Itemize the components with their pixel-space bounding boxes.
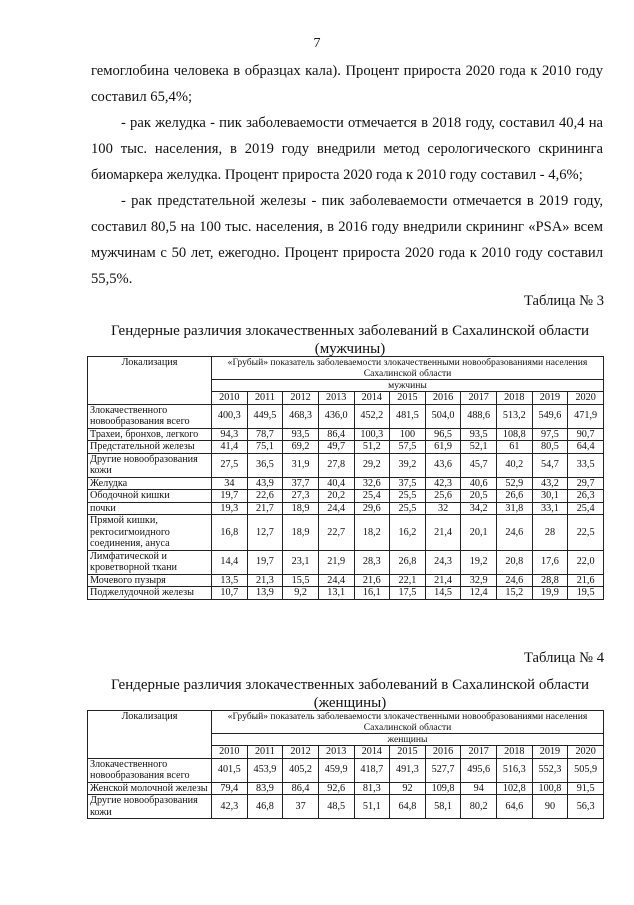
table-cell: 61 [497,441,533,454]
table-cell: 25,5 [390,502,426,515]
table-cell: 93,5 [283,428,319,441]
table-cell: 552,3 [532,758,568,782]
row-label: Трахеи, бронхов, легкого [88,428,212,441]
table-cell: 25,4 [354,490,390,503]
table-cell: 436,0 [318,404,354,428]
year-header: 2014 [354,746,390,759]
table-cell: 43,6 [425,453,461,477]
table3-title: Гендерные различия злокачественных заболеваний в Сахалинской области (мужчины) [111,323,589,357]
table-cell: 37,5 [390,477,426,490]
table-cell: 21,4 [425,574,461,587]
table-cell: 51,1 [354,795,390,819]
table-cell: 43,9 [247,477,283,490]
paragraph: - рак желудка - пик заболеваемости отмечается в 2018 году, составил 40,4 на 100 тыс. населения, в 2019 году внедрили метод серологического скрининга биомаркера желудка. Процент прироста 2020 года к 2010 году составил - 4,6%; [91,115,603,183]
year-header: 2017 [461,392,497,405]
row-label: Прямой кишки, ректосигмоидного соединения, ануса [88,515,212,551]
table-cell: 42,3 [212,795,248,819]
year-header: 2012 [283,746,319,759]
table-cell: 92,6 [318,782,354,795]
table-cell: 29,2 [354,453,390,477]
year-header: 2019 [532,746,568,759]
row-label: Женской молочной железы [88,782,212,795]
table3-metric-header: «Грубый» показатель заболеваемости злокачественными новообразованиями населения Сахалинской области [212,357,604,380]
table4-group-header: женщины [212,734,604,746]
row-label: Поджелудочной железы [88,587,212,600]
table-cell: 13,1 [318,587,354,600]
row-label: Ободочной кишки [88,490,212,503]
table-cell: 45,7 [461,453,497,477]
table-row [88,428,604,441]
table-cell: 12,4 [461,587,497,600]
row-label: Лимфатической и кроветворной ткани [88,550,212,574]
year-header: 2019 [532,392,568,405]
table-cell: 54,7 [532,453,568,477]
table-cell: 22,0 [568,550,604,574]
table-cell: 488,6 [461,404,497,428]
table-cell: 93,5 [461,428,497,441]
year-header: 2011 [247,746,283,759]
table-cell: 18,9 [283,502,319,515]
table-cell: 36,5 [247,453,283,477]
table-cell: 80,2 [461,795,497,819]
table-row [88,404,604,428]
table-cell: 78,7 [247,428,283,441]
table3-group-header: мужчины [212,380,604,392]
table-cell: 449,5 [247,404,283,428]
table-row [88,795,604,819]
table-cell: 31,8 [497,502,533,515]
table-cell: 52,1 [461,441,497,454]
year-header: 2016 [425,392,461,405]
table-cell: 10,7 [212,587,248,600]
table3-loc-header: Локализация [88,357,212,405]
year-header: 2017 [461,746,497,759]
table-cell: 491,3 [390,758,426,782]
table-cell: 24,6 [497,515,533,551]
year-header: 2018 [497,746,533,759]
table-cell: 22,5 [568,515,604,551]
table-cell: 109,8 [425,782,461,795]
table-cell: 405,2 [283,758,319,782]
table-cell: 9,2 [283,587,319,600]
row-label: Предстательной железы [88,441,212,454]
table-cell: 453,9 [247,758,283,782]
table-cell: 19,7 [247,550,283,574]
table-cell: 504,0 [425,404,461,428]
table-cell: 37 [283,795,319,819]
table-cell: 34,2 [461,502,497,515]
table-cell: 19,9 [532,587,568,600]
table-cell: 79,4 [212,782,248,795]
row-label: Желудка [88,477,212,490]
table-cell: 15,5 [283,574,319,587]
table-cell: 31,9 [283,453,319,477]
body-text [91,58,603,292]
table-cell: 58,1 [425,795,461,819]
year-header: 2010 [212,392,248,405]
table-cell: 75,1 [247,441,283,454]
table-cell: 86,4 [283,782,319,795]
table-cell: 17,5 [390,587,426,600]
table-cell: 32,9 [461,574,497,587]
table-cell: 21,6 [354,574,390,587]
table-cell: 505,9 [568,758,604,782]
table4-title: Гендерные различия злокачественных заболеваний в Сахалинской области (женщины) [111,677,589,711]
table-cell: 25,4 [568,502,604,515]
table-cell: 21,6 [568,574,604,587]
table-cell: 32 [425,502,461,515]
table-cell: 61,9 [425,441,461,454]
table-row [88,782,604,795]
table-cell: 16,8 [212,515,248,551]
table4-label: Таблица № 4 [524,650,604,666]
table-cell: 49,7 [318,441,354,454]
table-cell: 481,5 [390,404,426,428]
table-cell: 64,4 [568,441,604,454]
table-cell: 41,4 [212,441,248,454]
table-cell: 13,9 [247,587,283,600]
table4-loc-header: Локализация [88,711,212,759]
table-cell: 94 [461,782,497,795]
table-cell: 90,7 [568,428,604,441]
table-cell: 29,7 [568,477,604,490]
paragraph: - рак предстательной железы - пик заболеваемости отмечается в 2019 году, составил 80,5 на 100 тыс. населения, в 2016 году внедрили скрининг «PSA» всем мужчинам с 50 лет, ежегодно. Процент прироста 2020 года к 2010 году составил 55,5%. [91,193,603,287]
table-cell: 102,8 [497,782,533,795]
table-cell: 17,6 [532,550,568,574]
table-cell: 32,6 [354,477,390,490]
table-cell: 400,3 [212,404,248,428]
table-cell: 33,1 [532,502,568,515]
year-header: 2015 [390,392,426,405]
table-cell: 64,6 [497,795,533,819]
table-cell: 27,3 [283,490,319,503]
year-header: 2015 [390,746,426,759]
table-cell: 56,3 [568,795,604,819]
table-cell: 51,2 [354,441,390,454]
row-label: Другие новообразования кожи [88,795,212,819]
table-cell: 19,2 [461,550,497,574]
table-cell: 26,6 [497,490,533,503]
paragraph: гемоглобина человека в образцах кала). Процент прироста 2020 года к 2010 году составил 65,4%; [91,63,603,105]
table-cell: 28,3 [354,550,390,574]
table-cell: 19,7 [212,490,248,503]
table-cell: 20,5 [461,490,497,503]
table-cell: 21,3 [247,574,283,587]
table-cell: 40,2 [497,453,533,477]
table-cell: 401,5 [212,758,248,782]
table-cell: 24,4 [318,502,354,515]
year-header: 2013 [318,392,354,405]
table-cell: 100,8 [532,782,568,795]
table-row [88,758,604,782]
table-cell: 91,5 [568,782,604,795]
table-cell: 83,9 [247,782,283,795]
table4 [87,710,604,819]
table-cell: 16,1 [354,587,390,600]
table-cell: 18,2 [354,515,390,551]
table-cell: 42,3 [425,477,461,490]
table-cell: 25,6 [425,490,461,503]
year-header: 2020 [568,746,604,759]
table4-metric-header: «Грубый» показатель заболеваемости злокачественными новообразованиями населения Сахалинской области [212,711,604,734]
table-cell: 30,1 [532,490,568,503]
table-cell: 549,6 [532,404,568,428]
table-cell: 24,4 [318,574,354,587]
year-header: 2016 [425,746,461,759]
table-cell: 64,8 [390,795,426,819]
table-cell: 20,2 [318,490,354,503]
table-cell: 22,7 [318,515,354,551]
table-cell: 100 [390,428,426,441]
table-row [88,441,604,454]
table-row [88,453,604,477]
table-cell: 452,2 [354,404,390,428]
table-cell: 20,1 [461,515,497,551]
table-cell: 459,9 [318,758,354,782]
page-number: 7 [313,36,321,51]
table-cell: 21,4 [425,515,461,551]
year-header: 2010 [212,746,248,759]
table-cell: 495,6 [461,758,497,782]
row-label: Мочевого пузыря [88,574,212,587]
table-row [88,550,604,574]
table-row [88,587,604,600]
table-row [88,515,604,551]
table-cell: 24,3 [425,550,461,574]
table-cell: 81,3 [354,782,390,795]
year-header: 2013 [318,746,354,759]
table-cell: 22,6 [247,490,283,503]
row-label: Злокачественного новообразования всего [88,758,212,782]
table-cell: 43,2 [532,477,568,490]
table-cell: 27,8 [318,453,354,477]
table-cell: 24,6 [497,574,533,587]
row-label: Злокачественного новообразования всего [88,404,212,428]
table-cell: 16,2 [390,515,426,551]
table-cell: 100,3 [354,428,390,441]
table-cell: 26,8 [390,550,426,574]
year-header: 2014 [354,392,390,405]
table-cell: 46,8 [247,795,283,819]
table-cell: 37,7 [283,477,319,490]
row-label: почки [88,502,212,515]
table-cell: 19,3 [212,502,248,515]
table-cell: 14,4 [212,550,248,574]
table-cell: 23,1 [283,550,319,574]
table-cell: 12,7 [247,515,283,551]
table-cell: 92 [390,782,426,795]
table-cell: 516,3 [497,758,533,782]
table-cell: 19,5 [568,587,604,600]
table-cell: 80,5 [532,441,568,454]
table-cell: 40,4 [318,477,354,490]
table-cell: 57,5 [390,441,426,454]
table-cell: 86,4 [318,428,354,441]
table-cell: 14,5 [425,587,461,600]
table-cell: 20,8 [497,550,533,574]
table-cell: 29,6 [354,502,390,515]
table-cell: 527,7 [425,758,461,782]
table-cell: 69,2 [283,441,319,454]
table3 [87,356,604,600]
year-header: 2018 [497,392,533,405]
table-cell: 15,2 [497,587,533,600]
table-cell: 27,5 [212,453,248,477]
table-cell: 97,5 [532,428,568,441]
table-cell: 468,3 [283,404,319,428]
table-cell: 418,7 [354,758,390,782]
table-row [88,490,604,503]
table-row [88,574,604,587]
table-cell: 90 [532,795,568,819]
table-cell: 28 [532,515,568,551]
table-cell: 26,3 [568,490,604,503]
table-cell: 108,8 [497,428,533,441]
table-cell: 25,5 [390,490,426,503]
row-label: Другие новообразования кожи [88,453,212,477]
table-cell: 34 [212,477,248,490]
table-cell: 513,2 [497,404,533,428]
table-cell: 21,7 [247,502,283,515]
table-row [88,477,604,490]
table-cell: 52,9 [497,477,533,490]
table-cell: 28,8 [532,574,568,587]
table-cell: 40,6 [461,477,497,490]
table-cell: 96,5 [425,428,461,441]
year-header: 2020 [568,392,604,405]
table-cell: 33,5 [568,453,604,477]
year-header: 2011 [247,392,283,405]
table-cell: 18,9 [283,515,319,551]
year-header: 2012 [283,392,319,405]
table-cell: 471,9 [568,404,604,428]
table-cell: 39,2 [390,453,426,477]
table-cell: 21,9 [318,550,354,574]
table-row [88,502,604,515]
table-cell: 48,5 [318,795,354,819]
table-cell: 22,1 [390,574,426,587]
table-cell: 94,3 [212,428,248,441]
table3-label: Таблица № 3 [524,293,604,309]
table-cell: 13,5 [212,574,248,587]
